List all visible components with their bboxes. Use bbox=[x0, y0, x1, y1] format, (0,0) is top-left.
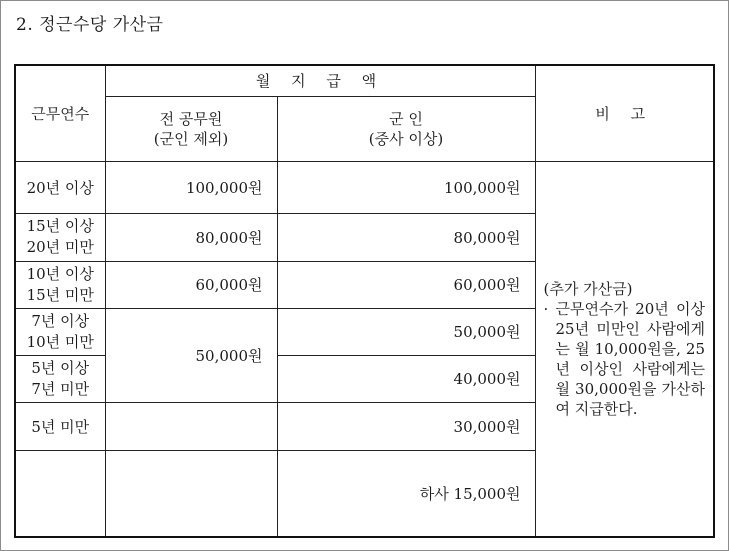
note-title: (추가 가산금) bbox=[543, 279, 633, 298]
header-military-line2: (중사 이상) bbox=[368, 129, 444, 148]
header-military bbox=[277, 96, 535, 161]
header-civil-line2: (군인 제외) bbox=[153, 129, 229, 148]
civil-amount-empty bbox=[105, 450, 277, 537]
note-text: 근무연수가 20년 이상 25년 미만인 사람에게는 월 10,000원을, 25년 이상인 사람에게는 월 30,000원을 가산하여 지급한다. bbox=[555, 299, 706, 418]
military-amount: 80,000원 bbox=[277, 213, 535, 261]
table-row bbox=[15, 161, 714, 213]
military-amount: 50,000원 bbox=[277, 308, 535, 355]
civil-amount: 100,000원 bbox=[105, 161, 277, 213]
row-years-line2: 7년 미만 bbox=[31, 379, 90, 398]
military-amount: 하사 15,000원 bbox=[277, 450, 535, 537]
row-years-label: 5년 미만 bbox=[15, 402, 105, 450]
civil-amount: 80,000원 bbox=[105, 213, 277, 261]
header-military-line1: 군 인 bbox=[389, 109, 423, 128]
row-years-label bbox=[15, 308, 105, 355]
row-years-empty bbox=[15, 450, 105, 537]
header-civil-servants bbox=[105, 96, 277, 161]
allowance-table bbox=[14, 64, 715, 538]
bullet-icon: · bbox=[543, 299, 549, 318]
row-years-line2: 20년 미만 bbox=[26, 238, 94, 256]
civil-amount: 60,000원 bbox=[105, 261, 277, 308]
military-amount: 40,000원 bbox=[277, 355, 535, 402]
row-years-label: 20년 이상 bbox=[15, 161, 105, 213]
military-amount: 100,000원 bbox=[277, 161, 535, 213]
row-years-line2: 15년 미만 bbox=[26, 285, 94, 304]
military-amount: 30,000원 bbox=[277, 402, 535, 450]
row-years-line1: 7년 이상 bbox=[31, 311, 90, 330]
header-civil-line1: 전 공무원 bbox=[159, 109, 223, 128]
note-item bbox=[544, 299, 706, 419]
row-years-label bbox=[15, 355, 105, 402]
header-remarks: 비 고 bbox=[535, 65, 714, 161]
civil-amount: 50,000원 bbox=[105, 308, 277, 402]
row-years-line1: 5년 이상 bbox=[31, 358, 90, 377]
header-years bbox=[15, 65, 105, 161]
header-years-label: 근무연수 bbox=[31, 104, 90, 123]
section-heading: 2. 정근수당 가산금 bbox=[16, 15, 164, 35]
row-years-line1: 10년 이상 bbox=[26, 264, 94, 283]
civil-amount-empty bbox=[105, 402, 277, 450]
remarks-note bbox=[535, 161, 714, 537]
military-amount: 60,000원 bbox=[277, 261, 535, 308]
row-years-line2: 10년 미만 bbox=[26, 332, 94, 351]
row-years-label bbox=[15, 261, 105, 308]
row-years-line1: 15년 이상 bbox=[26, 217, 94, 235]
header-monthly-pay: 월 지 급 액 bbox=[105, 65, 535, 96]
row-years-label bbox=[15, 213, 105, 261]
